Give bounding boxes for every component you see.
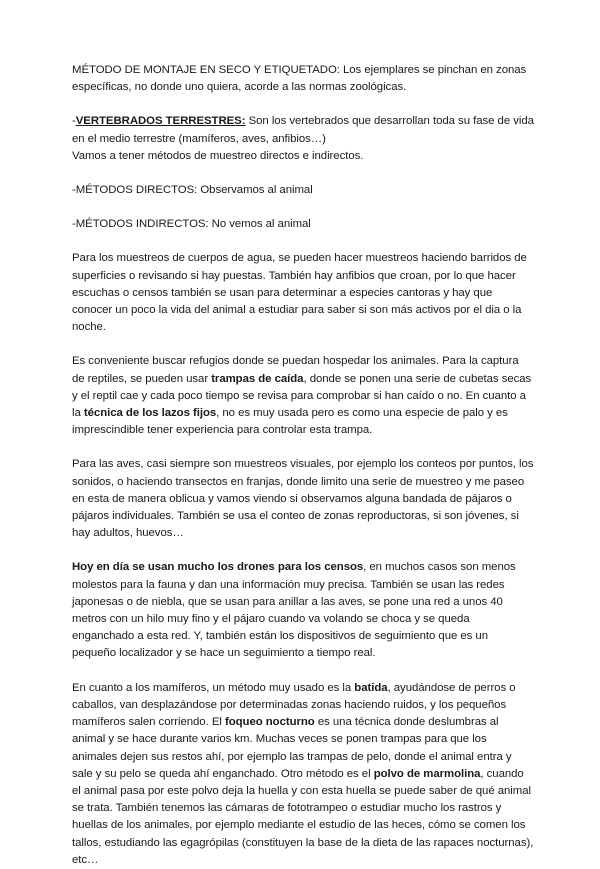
reptiles-text-d: , no es muy usada pero es como una especie de palo y es imprescindible tener experiencia para controlar esta trampa. <box>72 407 508 437</box>
dash-prefix: - <box>72 115 76 128</box>
paragraph-mamiferos <box>72 680 534 869</box>
vertebrados-description: Son los vertebrados que desarrollan toda su fase de vida en el medio terrestre (mamíferos, aves, anfibios…) <box>72 115 534 145</box>
paragraph-vertebrados-terrestres <box>72 113 534 147</box>
bold-batida: batida <box>354 681 388 694</box>
paragraph-aves: Para las aves, casi siempre son muestreos visuales, por ejemplo los conteos por puntos, los sonidos, o haciendo transectos en franjas, donde limito una serie de muestreo y me paseo en esta de manera oblicua y vamos viendo si observamos alguna bandada de pájaros o pájaros individuales. También se usa el conteo de zonas reproductoras, si son jóvenes, si hay adultos, huevos… <box>72 458 534 540</box>
mamiferos-text-d: es una técnica donde deslumbras al animal y se hace durante varios km. Muchas veces se ponen trampas para que los animales dejen sus restos ahí, por ejemplo las trampas de pelo, donde el animal entra y sale y su pelo se queda ahí enganchado. Otro método es el <box>72 716 512 780</box>
paragraph-cuerpos-de-agua: Para los muestreos de cuerpos de agua, se pueden hacer muestreos haciendo barridos de superficies o revisando si hay puestas. También hay anfibios que croan, por lo que hacer escuchas o censos también se usan para determinar a especies cantoras y hay que conocer un poco la vida del animal a estudiar para saber si son más activos por el dia o la noche. <box>72 252 527 334</box>
paragraph-metodos-directos: -MÉTODOS DIRECTOS: Observamos al animal <box>72 184 313 197</box>
bold-trampas-de-caida: trampas de caída <box>211 372 304 385</box>
bold-polvo-de-marmolina: polvo de marmolina <box>373 767 481 780</box>
bold-drones: Hoy en día se usan mucho los drones para los censos <box>72 561 364 574</box>
bold-foqueo-nocturno: foqueo nocturno <box>224 716 315 729</box>
mamiferos-text-c: , ayudándose de perros o caballos, van desplazándose por determinadas zonas haciendo ruidos, y los pequeños mamíferos salen corriendo. El <box>72 681 516 729</box>
paragraph-metodos-muestreo: Vamos a tener métodos de muestreo directos e indirectos. <box>72 149 364 162</box>
reptiles-text-c: , donde se ponen una serie de cubetas secas y el reptil cae y cada poco tiempo se revisa para comprobar si han caído o no. En cuanto a la <box>72 372 532 420</box>
bold-lazos-fijos: técnica de los lazos fijos <box>83 407 217 420</box>
mamiferos-text-e: , cuando el animal pasa por este polvo deja la huella y con esta huella se puede saber de qué animal se trata. También tenemos las cámaras de fototrampeo o estudiar mucho los rastros y huellas de los animales, por ejemplo mediante el estudio de las heces, cómo se comen los tallos, estudiando las egagrópilas (constituyen la base de la dieta de las rapaces nocturnas), etc… <box>72 767 534 866</box>
paragraph-metodos-indirectos: -MÉTODOS INDIRECTOS: No vemos al animal <box>72 218 311 231</box>
paragraph-drones <box>72 559 534 662</box>
drones-text: , en muchos casos son menos molestos para la fauna y dan una información muy precisa. También se usan las redes japonesas o de niebla, que se usan para anillar a las aves, se pone una red a unos 40 metros con un hilo muy fino y el pájaro cuando va volando se choca y se queda enganchado a esta red. Y, también están los dispositivos de seguimiento que es un pequeño localizador y se hace un seguimiento a tiempo real. <box>72 561 516 660</box>
mamiferos-text-a: En cuanto a los mamíferos, un método muy usado es la <box>72 681 355 694</box>
reptiles-text-a: Es conveniente buscar refugios donde se puedan hospedar los animales. Para la captura de reptiles, se pueden usar <box>72 355 519 385</box>
heading-vertebrados-terrestres: VERTEBRADOS TERRESTRES: <box>75 115 246 128</box>
document-page <box>72 62 534 869</box>
paragraph-reptiles <box>72 353 534 439</box>
paragraph-montaje: MÉTODO DE MONTAJE EN SECO Y ETIQUETADO: Los ejemplares se pinchan en zonas específicas, no donde uno quiera, acorde a las normas zoológicas. <box>72 64 527 94</box>
